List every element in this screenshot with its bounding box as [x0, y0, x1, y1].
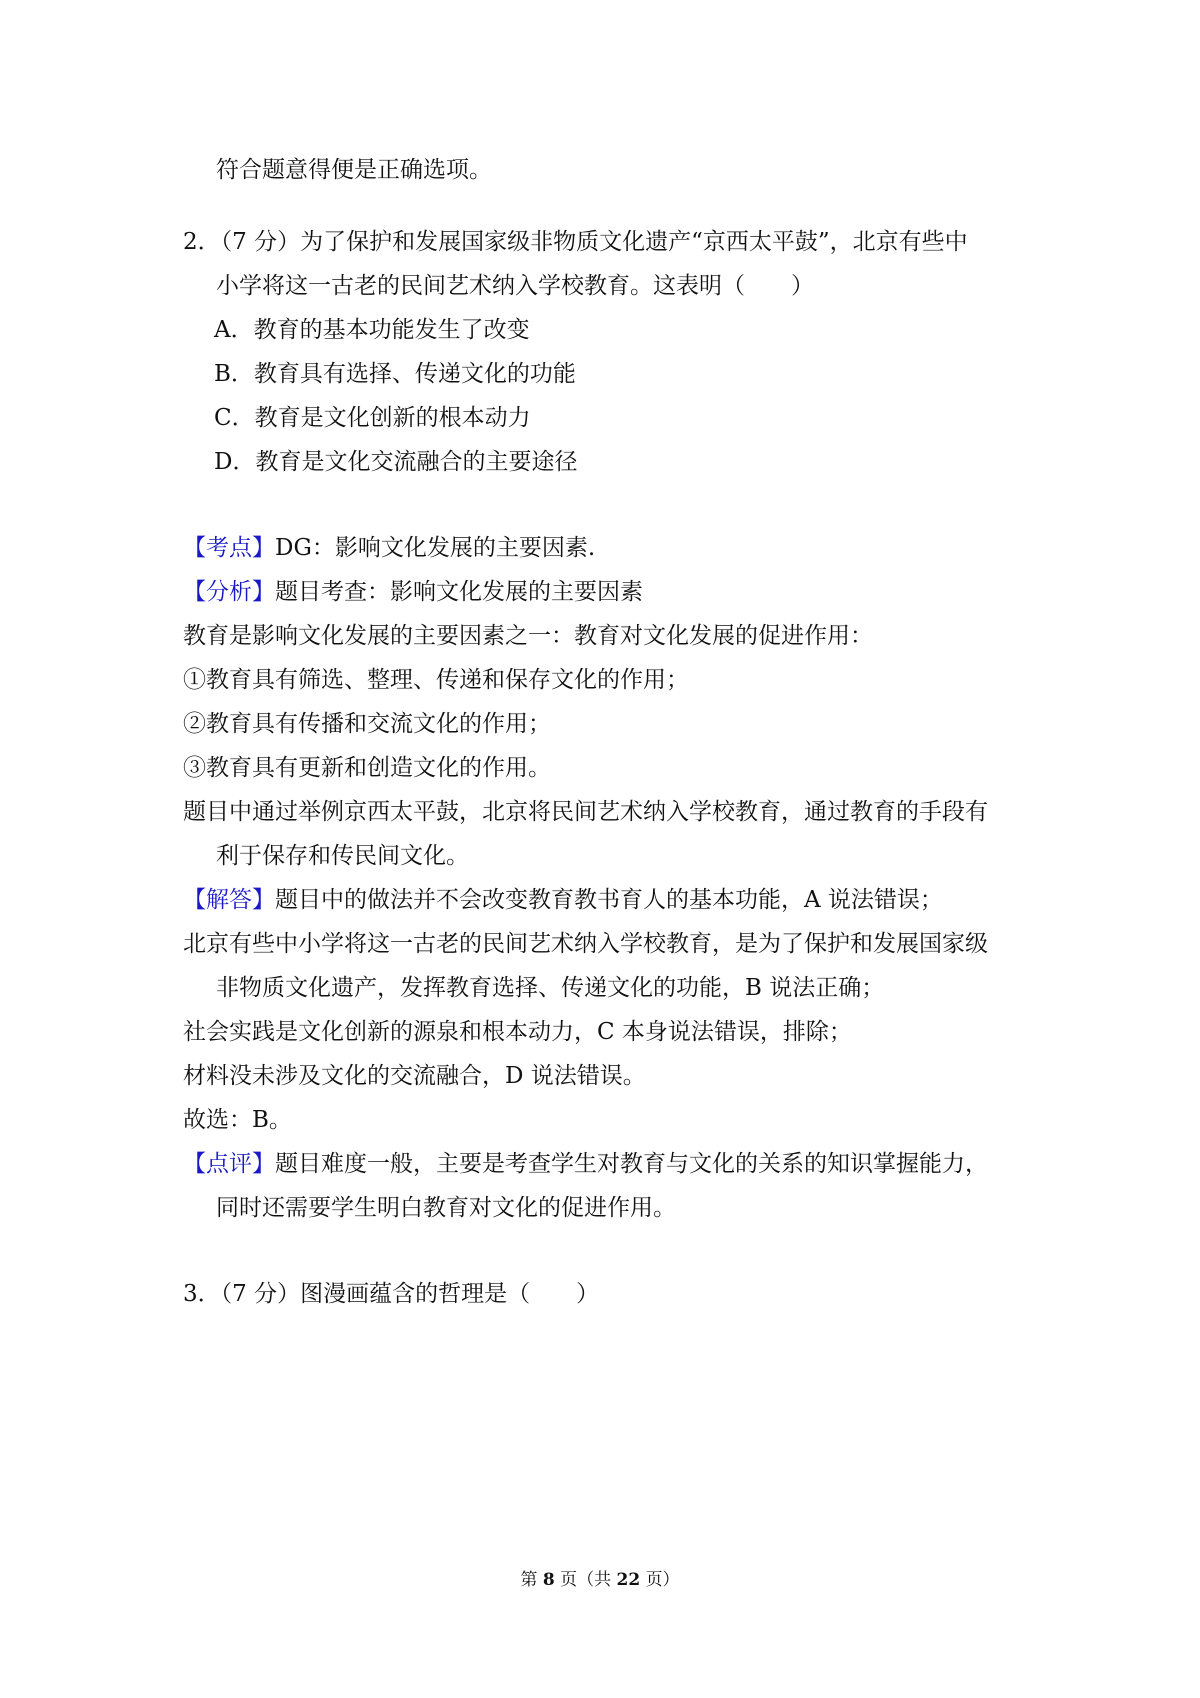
jieda-line	[183, 880, 1043, 920]
footer-prefix: 第	[520, 1570, 538, 1590]
fenxi-line	[183, 572, 1043, 612]
kaodian-line	[183, 528, 1043, 568]
jieda-body-line-4: 材料没未涉及文化的交流融合，D 说法错误。	[183, 1063, 646, 1089]
kaodian-tag: 【考点】	[183, 535, 275, 561]
fenxi-body-line-2: ①教育具有筛选、整理、传递和保存文化的作用；	[183, 667, 689, 693]
previous-answer-tail: 符合题意得便是正确选项。	[216, 157, 492, 183]
jieda-body-line-3: 社会实践是文化创新的源泉和根本动力，C 本身说法错误，排除；	[183, 1019, 852, 1045]
dianping-line	[183, 1144, 1043, 1184]
kaodian-text: DG：影响文化发展的主要因素.	[275, 535, 596, 561]
q2-option-a: A．教育的基本功能发生了改变	[214, 317, 530, 343]
q2-stem-line-1: 2．（7 分）为了保护和发展国家级非物质文化遗产“京西太平鼓”，北京有些中	[183, 229, 968, 255]
jieda-body-line-2: 非物质文化遗产，发挥教育选择、传递文化的功能，B 说法正确；	[216, 975, 885, 1001]
q2-option-d: D．教育是文化交流融合的主要途径	[214, 449, 578, 475]
footer-middle: 页（共	[560, 1570, 612, 1590]
jieda-body-line-1: 北京有些中小学将这一古老的民间艺术纳入学校教育，是为了保护和发展国家级	[183, 931, 988, 957]
fenxi-body-line-6: 利于保存和传民间文化。	[216, 843, 469, 869]
jieda-text: 题目中的做法并不会改变教育教书育人的基本功能，A 说法错误；	[275, 887, 943, 913]
fenxi-body-line-1: 教育是影响文化发展的主要因素之一：教育对文化发展的促进作用：	[183, 623, 873, 649]
dianping-tag: 【点评】	[183, 1151, 275, 1177]
footer-total-pages: 22	[616, 1570, 641, 1590]
q2-option-c: C．教育是文化创新的根本动力	[214, 405, 531, 431]
fenxi-body-line-5: 题目中通过举例京西太平鼓，北京将民间艺术纳入学校教育，通过教育的手段有	[183, 799, 988, 825]
q2-stem-line-2: 小学将这一古老的民间艺术纳入学校教育。这表明（ ）	[216, 273, 814, 299]
fenxi-body-line-4: ③教育具有更新和创造文化的作用。	[183, 755, 551, 781]
q2-option-b: B．教育具有选择、传递文化的功能	[214, 361, 576, 387]
fenxi-body-line-3: ②教育具有传播和交流文化的作用；	[183, 711, 551, 737]
jieda-tag: 【解答】	[183, 887, 275, 913]
q3-stem: 3．（7 分）图漫画蕴含的哲理是（ ）	[183, 1281, 600, 1307]
footer-suffix: 页）	[645, 1570, 680, 1590]
fenxi-text: 题目考查：影响文化发展的主要因素	[275, 579, 643, 605]
fenxi-tag: 【分析】	[183, 579, 275, 605]
dianping-line-2: 同时还需要学生明白教育对文化的促进作用。	[216, 1195, 676, 1221]
dianping-text: 题目难度一般，主要是考查学生对教育与文化的关系的知识掌握能力，	[275, 1151, 988, 1177]
jieda-answer: 故选：B。	[183, 1107, 292, 1133]
page-footer	[0, 1567, 1200, 1593]
footer-page-number: 8	[542, 1570, 555, 1590]
